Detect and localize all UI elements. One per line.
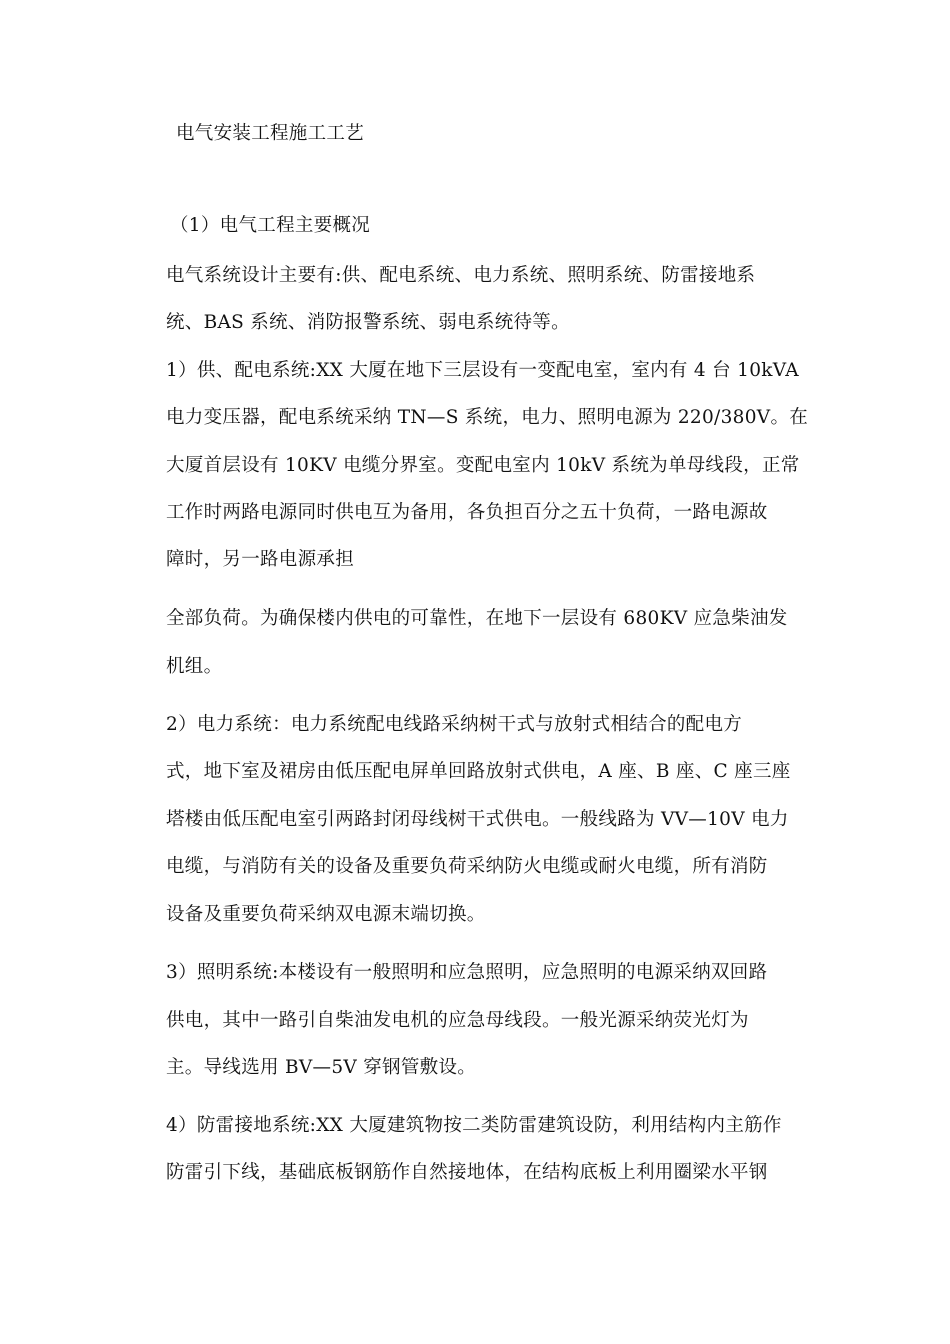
body-line: 电气系统设计主要有:供、配电系统、电力系统、照明系统、防雷接地系 [166, 265, 756, 286]
body-line: 全部负荷。为确保楼内供电的可靠性，在地下一层设有 680KV 应急柴油发 [166, 608, 788, 629]
section-heading: （1）电气工程主要概况 [170, 215, 371, 236]
body-line: 工作时两路电源同时供电互为备用，各负担百分之五十负荷，一路电源故 [166, 502, 768, 523]
body-line: 式，地下室及裙房由低压配电屏单回路放射式供电，A 座、B 座、C 座三座 [166, 761, 791, 782]
body-line: 供电，其中一路引自柴油发电机的应急母线段。一般光源采纳荧光灯为 [166, 1010, 749, 1031]
body-line: 机组。 [166, 656, 223, 677]
document-title: 电气安装工程施工工艺 [176, 123, 365, 144]
body-line: 2）电力系统：电力系统配电线路采纳树干式与放射式相结合的配电方 [166, 714, 743, 735]
body-line: 大厦首层设有 10KV 电缆分界室。变配电室内 10kV 系统为单母线段，正常 [166, 455, 800, 476]
body-line: 统、BAS 系统、消防报警系统、弱电系统待等。 [166, 312, 570, 333]
body-line: 1）供、配电系统:XX 大厦在地下三层设有一变配电室，室内有 4 台 10kVA [166, 360, 799, 381]
body-line: 设备及重要负荷采纳双电源末端切换。 [166, 904, 486, 925]
body-line: 障时，另一路电源承担 [166, 549, 355, 570]
body-line: 电力变压器，配电系统采纳 TN—S 系统，电力、照明电源为 220/380V。在 [166, 407, 809, 428]
body-line: 电缆，与消防有关的设备及重要负荷采纳防火电缆或耐火电缆，所有消防 [166, 856, 768, 877]
body-line: 塔楼由低压配电室引两路封闭母线树干式供电。一般线路为 VV—10V 电力 [166, 809, 789, 830]
body-line: 4）防雷接地系统:XX 大厦建筑物按二类防雷建筑设防，利用结构内主筋作 [166, 1115, 782, 1136]
body-line: 防雷引下线，基础底板钢筋作自然接地体，在结构底板上利用圈梁水平钢 [166, 1162, 768, 1183]
body-line: 主。导线选用 BV—5V 穿钢管敷设。 [166, 1057, 477, 1078]
body-line: 3）照明系统:本楼设有一般照明和应急照明，应急照明的电源采纳双回路 [166, 962, 768, 983]
